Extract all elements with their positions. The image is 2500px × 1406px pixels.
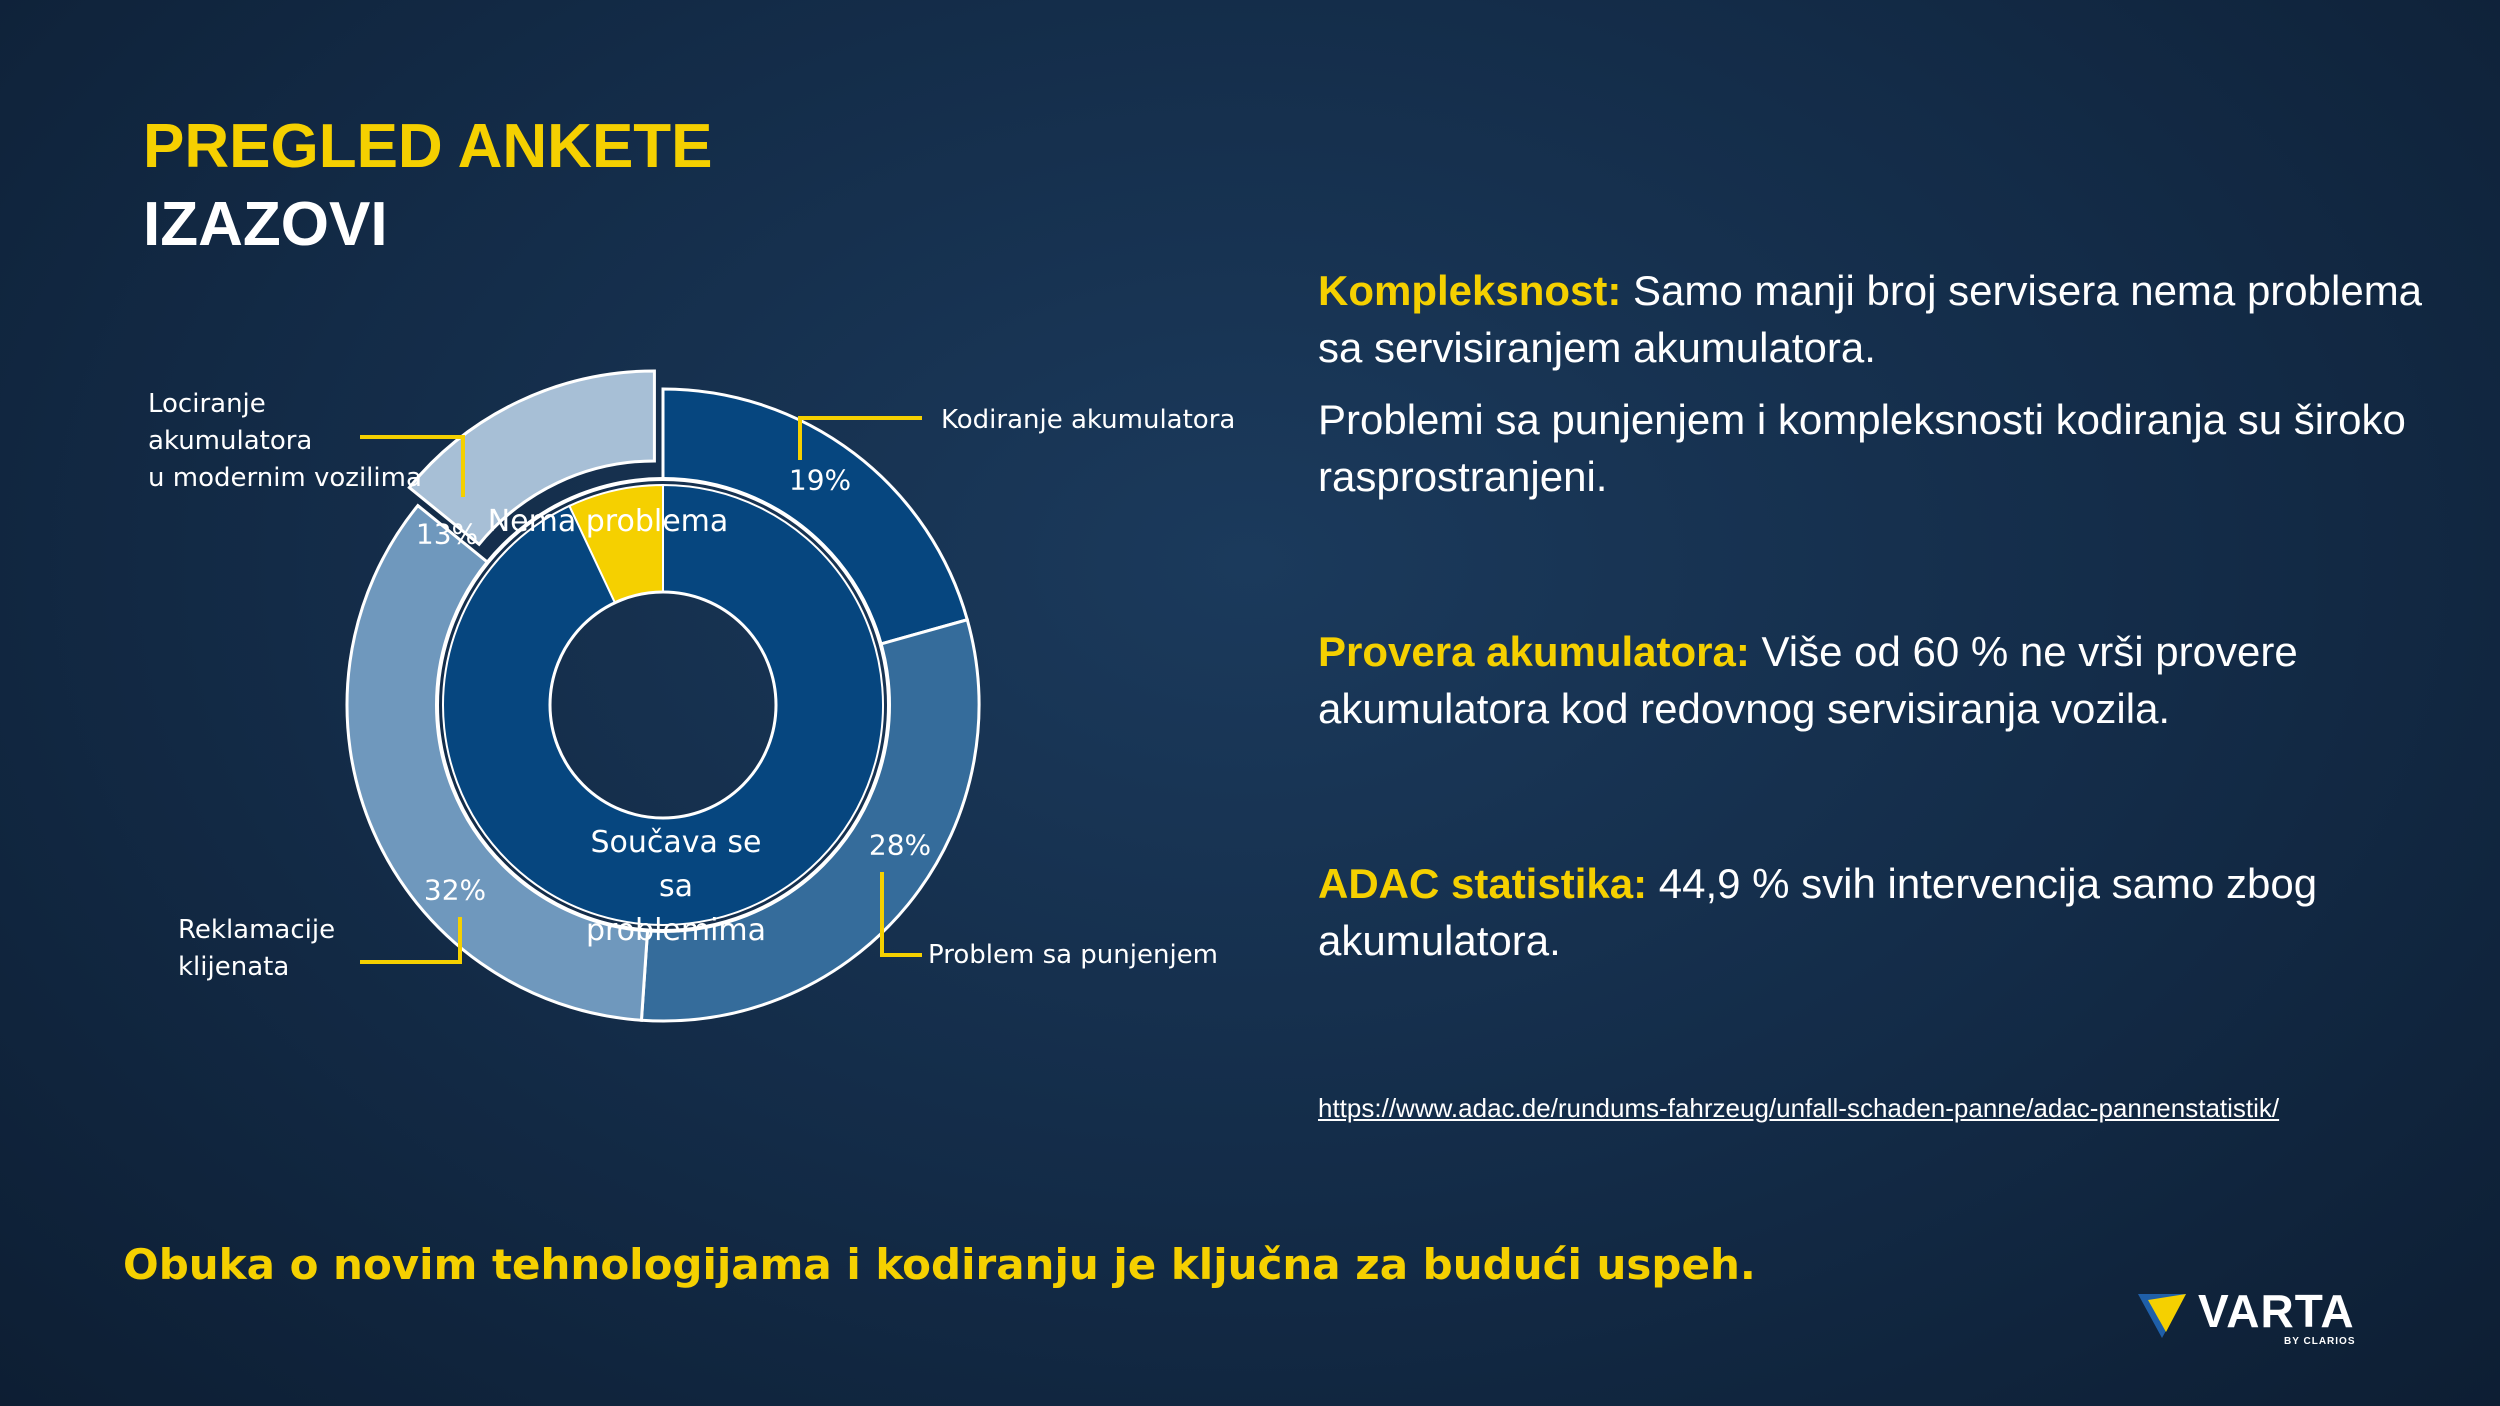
para-charging-text: Problemi sa punjenjem i kompleksnosti kodiranja su široko rasprostranjeni. [1318, 396, 2406, 500]
page-title: PREGLED ANKETE [143, 112, 713, 181]
para-complexity-label: Kompleksnost: [1318, 267, 1622, 314]
callout-locating [148, 386, 422, 497]
right-text-column [1318, 262, 2428, 969]
callout-locating-line3: u modernim vozilima [148, 463, 422, 493]
varta-shield-icon [2136, 1292, 2188, 1340]
adac-link[interactable]: https://www.adac.de/rundums-fahrzeug/unfall-schaden-panne/adac-pannenstatistik/ [1318, 1093, 2280, 1123]
page-subtitle: IZAZOVI [143, 190, 388, 259]
callout-locating-line1: Lociranje [148, 389, 266, 419]
callout-coding: Kodiranje akumulatora [941, 405, 1236, 435]
footer-message: Obuka o novim tehnologijama i kodiranju je ključna za budući uspeh. [123, 1240, 1756, 1289]
para-adac-text: 44,9 % svih intervencija samo zbog akumulatora. [1318, 860, 2318, 964]
para-complexity [1318, 262, 2428, 376]
inner-label-has-problems: Součava se sa problemima [585, 825, 767, 948]
para-adac [1318, 855, 2428, 969]
callout-complaints [178, 912, 335, 986]
para-check-text: Više od 60 % ne vrši provere akumulatora kod redovnog servisiranja vozila. [1318, 628, 2298, 732]
pct-label-coding: 19% [788, 463, 852, 497]
logo-subtext: BY CLARIOS [2284, 1336, 2356, 1347]
para-check [1318, 623, 2428, 737]
para-charging [1318, 391, 2428, 505]
pct-label-complaints: 32% [423, 873, 487, 907]
logo-wordmark: VARTA [2198, 1285, 2355, 1337]
pct-label-charging: 28% [868, 828, 932, 862]
varta-logo [2136, 1285, 2366, 1347]
para-check-label: Provera akumulatora: [1318, 628, 1750, 675]
callout-locating-line2: akumulatora [148, 426, 313, 456]
inner-hole-border [550, 592, 776, 818]
callout-complaints-line2: klijenata [178, 952, 290, 982]
para-complexity-text: Samo manji broj servisera nema problema sa servisiranjem akumulatora. [1318, 267, 2423, 371]
callout-charging: Problem sa punjenjem [928, 940, 1219, 970]
pct-label-locating: 13% [415, 517, 479, 551]
para-adac-label: ADAC statistika: [1318, 860, 1648, 907]
callout-complaints-line1: Reklamacije [178, 915, 336, 945]
inner-label-no-problem: Nema problema [487, 504, 729, 539]
